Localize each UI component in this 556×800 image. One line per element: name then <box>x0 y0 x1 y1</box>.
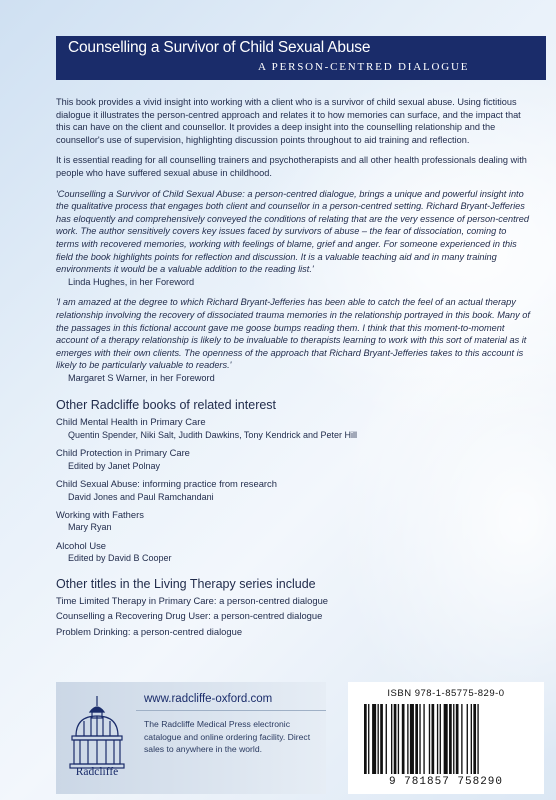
publisher-url-link[interactable]: www.radcliffe-oxford.com <box>144 693 273 705</box>
related-books-heading: Other Radcliffe books of related interest <box>56 398 277 413</box>
barcode-number: 9 781857 758290 <box>388 776 504 788</box>
review-attribution-1: Linda Hughes, in her Foreword <box>68 276 195 287</box>
publisher-logo-text: Radcliffe <box>75 766 119 778</box>
related-book <box>56 416 530 441</box>
related-book-authors: Quentin Spender, Niki Salt, Judith Dawkins, Tony Kendrick and Peter Hill <box>68 429 357 440</box>
review-attribution-2: Margaret S Warner, in her Foreword <box>68 372 215 383</box>
related-book <box>56 540 530 565</box>
related-book-title: Child Protection in Primary Care <box>56 447 190 459</box>
related-book-authors: Edited by David B Cooper <box>68 553 172 564</box>
related-book <box>56 478 530 503</box>
related-book-title: Child Mental Health in Primary Care <box>56 416 206 428</box>
related-book-title: Alcohol Use <box>56 539 107 551</box>
barcode-icon <box>362 704 532 774</box>
related-book-title: Working with Fathers <box>56 508 144 520</box>
related-book-authors: Edited by Janet Polnay <box>68 460 161 471</box>
back-cover-text <box>56 96 530 639</box>
related-book-title: Child Sexual Abuse: informing practice from research <box>56 478 277 490</box>
review-quote-2: 'I am amazed at the degree to which Richard Bryant-Jefferies has been able to catch the feel of an actual therapy relationship involving the recovery of dissociated trauma memories in the relationship portrayed in this book. Many of the passages in this fictional account gave me goose bumps reading them. I think that this moment-to-moment account of a therapy relationship is likely to be invaluable to therapists learning to work with this sort of material as it emerges with their own clients. The openness of the approach that Richard Bryant-Jefferies takes to this account is likely to be particularly valuable to readers.' <box>56 297 530 371</box>
related-book-authors: Mary Ryan <box>68 522 112 533</box>
book-subtitle: A PERSON-CENTRED DIALOGUE <box>258 61 470 73</box>
series-title: Problem Drinking: a person-centred dialogue <box>56 625 243 637</box>
divider <box>136 710 326 711</box>
isbn-label: ISBN 978-1-85775-829-0 <box>387 688 505 699</box>
review-quote-1: 'Counselling a Survivor of Child Sexual Abuse: a person-centred dialogue, brings a unique and powerful insight into the qualitative process that engages both client and counsellor in a person-centred setting. Richard Bryant-Jefferies has eloquently and comprehensively conveyed the conditions of relating that are the very essence of person-centred work. The author sensitively covers key issues faced by survivors of abuse – the fear of dissociation, coming to terms with recovered memories, working with feelings of blame, grief and anger. For someone experienced in this field the book highlights points for reflection and discussion. It is a valuable teaching aid and in many training environments it would be a valuable addition to the reading list.' <box>56 188 529 275</box>
series-heading: Other titles in the Living Therapy series include <box>56 576 316 591</box>
footer <box>56 682 546 794</box>
book-title: Counselling a Survivor of Child Sexual Abuse <box>68 39 371 56</box>
intro-paragraph-2: It is essential reading for all counselling trainers and psychotherapists and all other health professionals dealing with people who have suffered sexual abuse in childhood. <box>56 155 527 178</box>
related-book <box>56 447 530 472</box>
intro-paragraph-1: This book provides a vivid insight into working with a client who is a survivor of child sexual abuse. Using fictitious dialogue it illustrates the person-centred approach and relates it to how memories can surface, and the impact that this can have on the client and counsellor. It provides a deep insight into the counselling relationship and the counsellor's use of supervision, highlighting discussion points throughout to aid training and reflection. <box>56 97 521 145</box>
series-title: Time Limited Therapy in Primary Care: a person-centred dialogue <box>56 594 328 606</box>
series-title: Counselling a Recovering Drug User: a person-centred dialogue <box>56 610 323 622</box>
related-book-authors: David Jones and Paul Ramchandani <box>68 491 214 502</box>
related-book <box>56 509 530 534</box>
publisher-description: The Radcliffe Medical Press electronic catalogue and online ordering facility. Direct sales to anywhere in the world. <box>144 719 311 754</box>
title-banner <box>56 36 546 80</box>
barcode-panel <box>348 682 544 794</box>
publisher-box <box>56 682 326 794</box>
